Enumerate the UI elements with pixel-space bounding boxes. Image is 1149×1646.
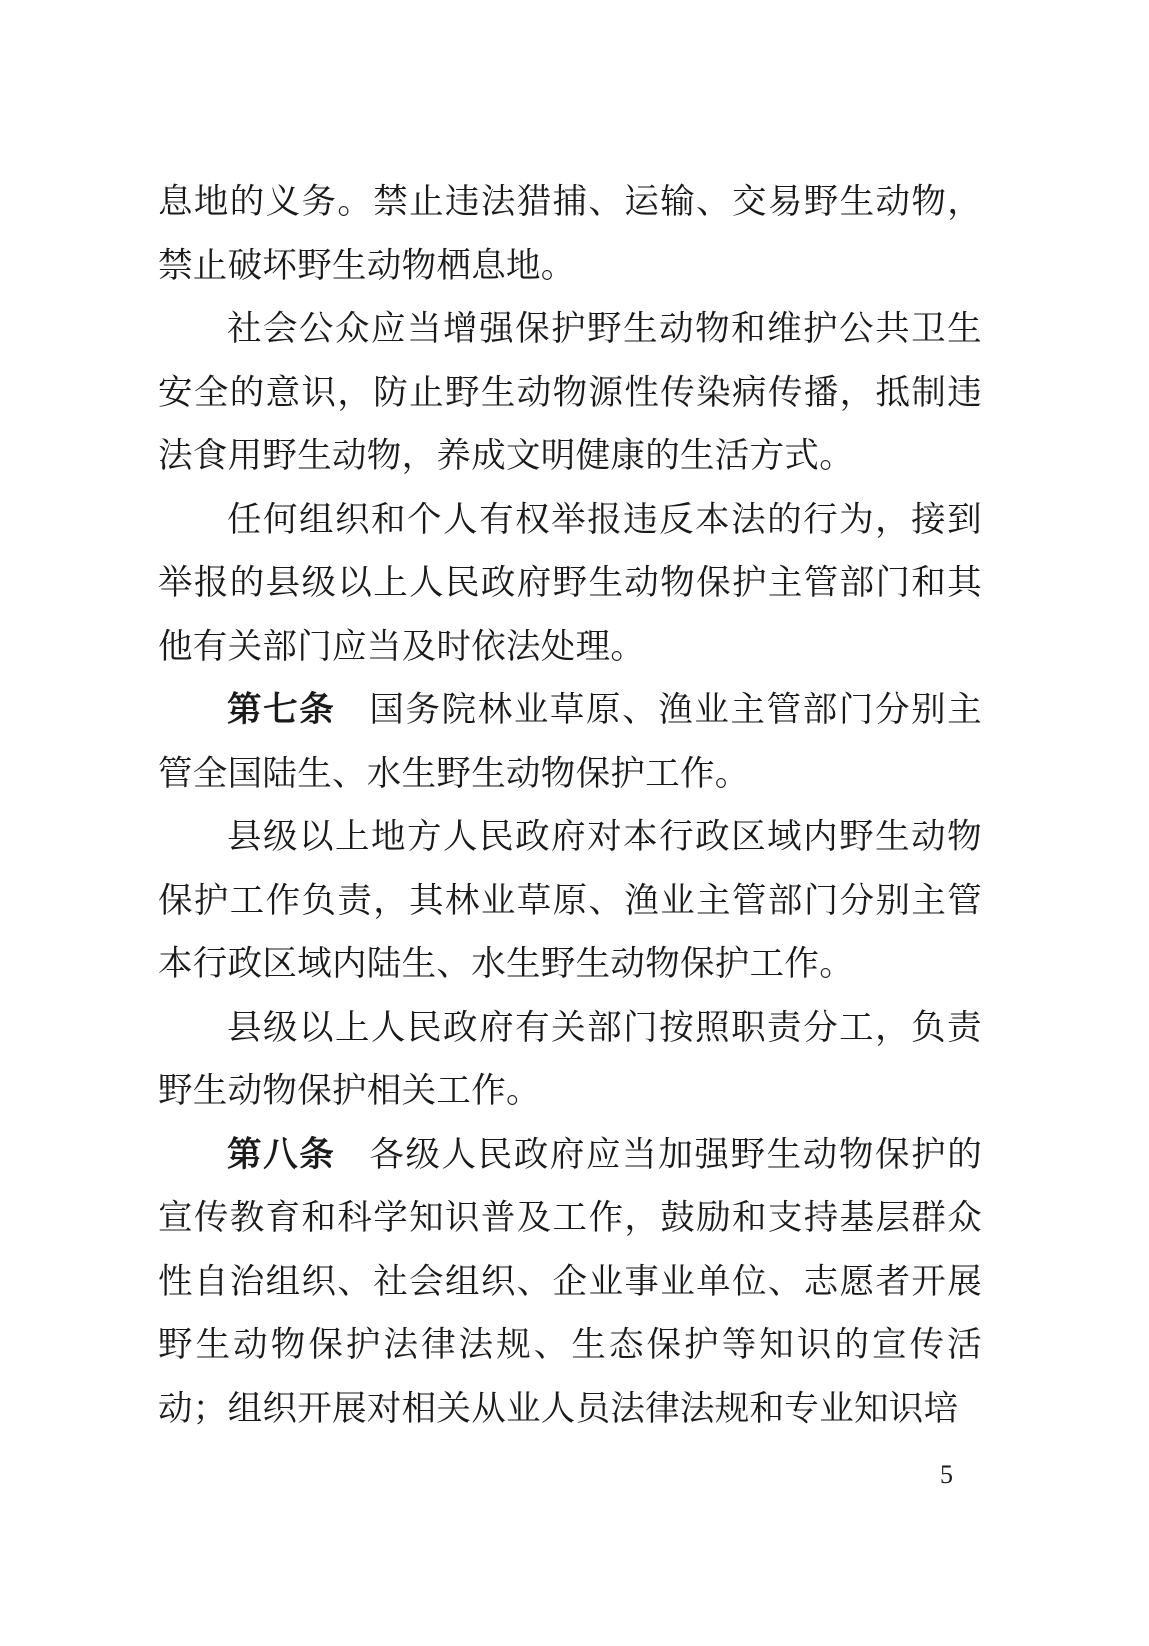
paragraph-text: 县级以上地方人民政府对本行政区域内野生动物保护工作负责，其林业草原、渔业主管部门分别主管本行政区域内陆生、水生野生动物保护工作。 <box>158 817 982 984</box>
paragraph-text: 国务院林业草原、渔业主管部门分别主管全国陆生、水生野生动物保护工作。 <box>158 690 982 794</box>
page-number: 5 <box>940 1460 953 1489</box>
paragraph-text: 任何组织和个人有权举报违反本法的行为，接到举报的县级以上人民政府野生动物保护主管部门和其他有关部门应当及时依法处理。 <box>158 499 982 667</box>
paragraph-text: 社会公众应当增强保护野生动物和维护公共卫生安全的意识，防止野生动物源性传染病传播，抵制违法食用野生动物，养成文明健康的生活方式。 <box>158 309 982 476</box>
article-number: 第七条 <box>227 690 336 730</box>
paragraph-text: 息地的义务。禁止违法猎捕、运输、交易野生动物，禁止破坏野生动物栖息地。 <box>158 182 982 286</box>
paragraph-continued <box>158 171 982 298</box>
paragraph-public-awareness <box>158 298 982 489</box>
article-number: 第八条 <box>227 1134 336 1175</box>
article-7 <box>158 679 982 806</box>
paragraph-text: 县级以上人民政府有关部门按照职责分工，负责野生动物保护相关工作。 <box>158 1007 982 1111</box>
document-body <box>158 171 982 1441</box>
paragraph-reporting <box>158 489 982 680</box>
paragraph-text: 各级人民政府应当加强野生动物保护的宣传教育和科学知识普及工作，鼓励和支持基层群众性自治组织、社会组织、企业事业单位、志愿者开展野生动物保护法律法规、生态保护等知识的宣传活动；组织开展对相关从业人员法律法规和专业知识培 <box>158 1134 982 1429</box>
article-8 <box>158 1124 982 1442</box>
paragraph-departments <box>158 997 982 1124</box>
paragraph-local-government <box>158 806 982 997</box>
